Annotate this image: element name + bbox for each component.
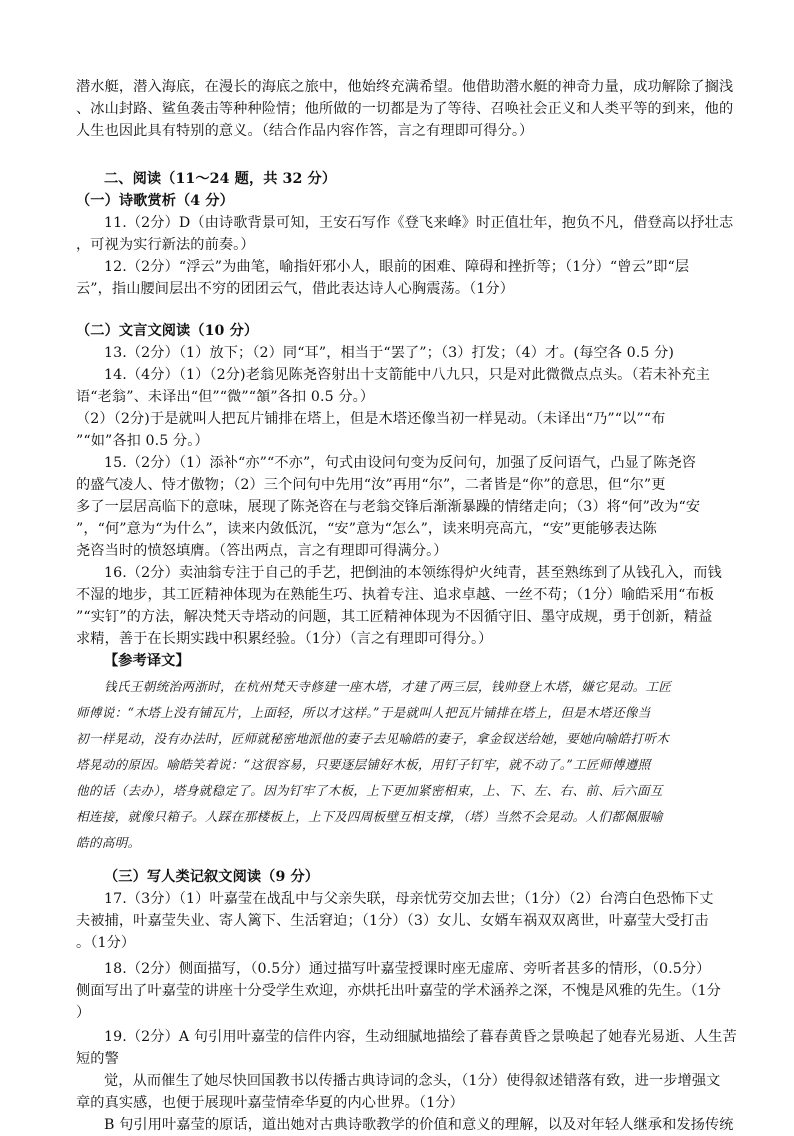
intro-line-3: 人生也因此具有特别的意义。（结合作品内容作答，言之有理即可得分。） [76,123,534,139]
narrative-line: 短的警 [76,1051,119,1067]
narrative-line-b: B 句引用叶嘉莹的原话，道出她对古典诗歌教学的价值和意义的理解，以及对年轻人继承和发扬传统 [104,1117,734,1133]
classical-line: 13.（2分）（1）放下；（2）同“耳”，相当于“罢了”；（3）打发；（4）才。(每空各 0.5 分) [104,345,675,361]
narrative-line: 夫被捕，叶嘉莹失业、寄人篱下、生活窘迫；（1分）（3）女儿、女婿车祸双双离世，叶嘉莹大受打击 [76,913,709,929]
poetry-line: 云”，指山腰间层出不穷的团团云气，借此表达诗人心胸震荡。（1分） [76,281,515,297]
narrative-line: 章的真实感，也便于展现叶嘉莹情牵华夏的内心世界。（1分） [76,1095,464,1111]
classical-line: ”“如”各扣 0.5 分。） [76,433,209,449]
narrative-line: 17.（3分）（1）叶嘉莹在战乱中与父亲失联，母亲忧劳交加去世；（1分）（2）台湾白色恐怖下丈 [104,891,714,907]
classical-line: ”，“何”意为“为什么”，读来内敛低沉，“安”意为“怎么”，读来明亮高亢，“安”更能够表达陈 [76,521,657,537]
classical-line: 多了一层居高临下的意味，展现了陈尧咨在与老翁交锋后渐渐暴躁的情绪走向；（3）将“何”改为“安 [76,499,701,515]
narrative-heading: （三）写人类记叙文阅读（9 分） [104,869,320,885]
classical-line: 语“老翁”、未译出“但”“微”“頷”各扣 0.5 分。） [76,389,375,405]
translation-line: 初一样晃动，没有办法时，匠师就秘密地派他的妻子去见喻皓的妻子，拿金钗送给她，要她向喻皓打听木 [76,731,670,746]
translation-line: 相连接，就像只箱子。人踩在那楼板上，上下及四周板壁互相支撑，（塔）当然不会晃动。人们都佩服喻 [76,809,663,824]
classical-line: 求精，善于在长期实践中积累经验。（1分）（言之有理即可得分。） [76,631,493,647]
narrative-line: 18.（2分）侧面描写，（0.5分）通过描写叶嘉莹授课时座无虚席、旁听者甚多的情形，（0.5分） [104,961,711,977]
classical-line: 14.（4分）（1）（2分)老翁见陈尧咨射出十支箭能中八九只，只是对此微微点点头。（若未补充主 [104,367,711,383]
translation-line: 塔晃动的原因。喻皓笑着说：“这很容易，只要逐层铺好木板，用钉子钉牢，就不动了。”工匠师傅遵照 [76,757,651,772]
translation-heading: 【参考译文】 [104,653,190,669]
narrative-line: ） [76,1005,91,1021]
narrative-line: 。（1分） [76,935,136,951]
classical-line: 15.（2分）（1）添补“亦”“不亦”，句式由设问句变为反问句，加强了反问语气，凸显了陈尧咨 [104,455,697,471]
classical-line: 的盛气凌人、恃才傲物；（2）三个问句中先用“汝”再用“尔”，二者皆是“你”的意思，但“尔”更 [76,477,666,493]
narrative-line-clipped [104,1114,734,1133]
poetry-line: 12.（2分）“浮云”为曲笔，喻指奸邪小人，眼前的困难、障碍和挫折等；（1分）“曾云”即“层 [104,259,690,275]
classical-line: ”“实钉”的方法，解决梵天寺塔动的问题，其工匠精神体现为不因循守旧、墨守成规，勇于创新，精益 [76,609,713,625]
poetry-line: ，可视为实行新法的前奏。） [76,237,255,253]
classical-line: （2）（2分)于是就叫人把瓦片铺排在塔上，但是木塔还像当初一样晃动。（未译出“乃”“以”“布 [76,411,666,427]
intro-line-2: 、冰山封路、鲨鱼袭击等种种险情；他所做的一切都是为了等待、召唤社会正义和人类平等的到来，他的 [76,101,734,117]
classical-line: 不湿的地步，其工匠精神体现为在熟能生巧、执着专注、追求卓越、一丝不苟；（1分）喻皓采用“布板 [76,587,715,603]
poetry-line: 11.（2分）D（由诗歌背景可知，王安石写作《登飞来峰》时正值壮年，抱负不凡，借登高以抒壮志 [104,215,734,231]
translation-line: 师傅说：“木塔上没有铺瓦片，上面轻，所以才这样。”于是就叫人把瓦片铺排在塔上，但是木塔还像当 [76,705,651,720]
translation-line: 皓的高明。 [76,835,141,850]
classical-line: 16.（2分）卖油翁专注于自己的手艺，把倒油的本领练得炉火纯青，甚至熟练到了从钱孔入，而钱 [104,565,722,581]
poetry-heading: （一）诗歌赏析（4 分） [76,193,234,209]
narrative-line: 侧面写出了叶嘉莹的讲座十分受学生欢迎，亦烘托出叶嘉莹的学术涵养之深，不愧是风雅的先生。（1分 [76,983,721,999]
translation-line: 钱氏王朝统治两浙时，在杭州梵天寺修建一座木塔，才建了两三层，钱帅登上木塔，嫌它晃动。工匠 [104,679,672,694]
section-two-heading: 二、阅读（11～24 题，共 32 分） [104,171,337,187]
classical-line: 尧咨当时的愤怒填膺。（答出两点，言之有理即可得满分。） [76,543,448,559]
narrative-line: 觉，从而催生了她尽快回国教书以传播古典诗词的念头，（1分）使得叙述错落有致，进一步增强文 [104,1073,721,1089]
intro-line-1: 潜水艇，潜入海底，在漫长的海底之旅中，他始终充满希望。他借助潜水艇的神奇力量，成功解除了搁浅 [76,79,734,95]
narrative-line: 19.（2分）A 句引用叶嘉莹的信件内容，生动细腻地描绘了暮春黄昏之景唤起了她春光易逝、人生苦 [104,1029,737,1045]
translation-line: 他的话（去办），塔身就稳定了。因为钉牢了木板，上下更加紧密相束，上、下、左、右、前、后六面互 [76,783,663,798]
classical-heading: （二）文言文阅读（10 分） [76,323,259,339]
